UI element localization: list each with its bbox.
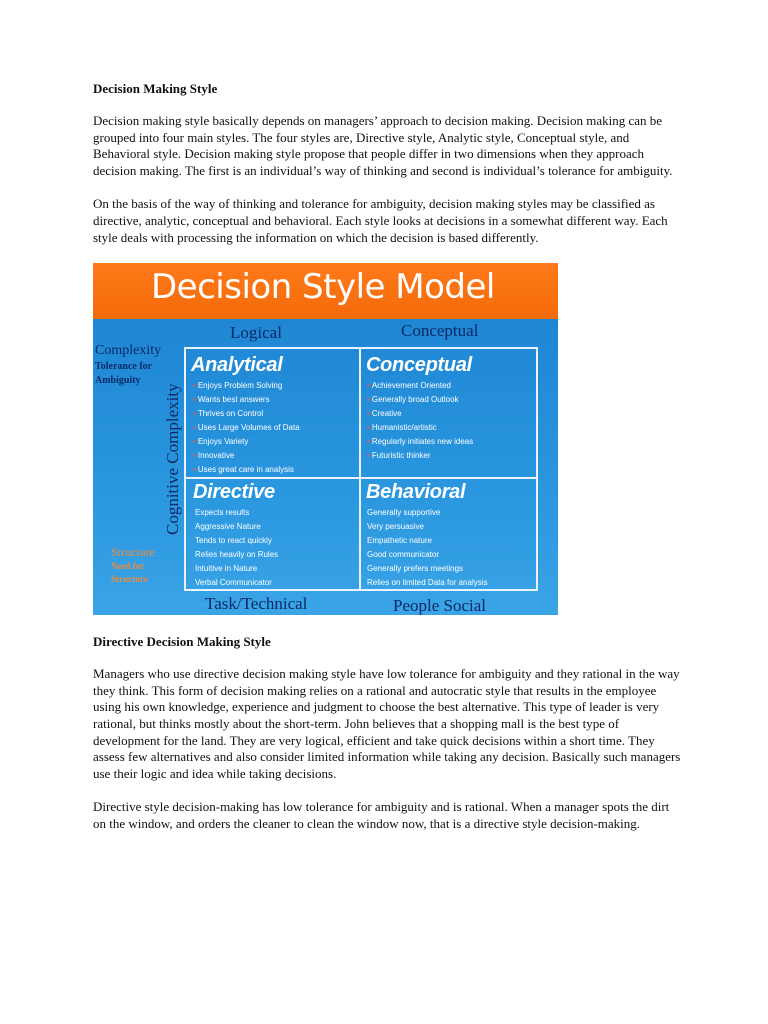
list-item: ▪ Wants best answers <box>193 393 300 407</box>
quadrant-title-directive: Directive <box>193 481 275 504</box>
list-item: Tends to react quickly <box>195 536 272 546</box>
paragraph-directive-1: Managers who use directive decision making style have low tolerance for ambiguity and they rational in the way they think. This form of decision making relies on a rational and autocratic style that results in the employee using his own knowledge, experience and judgment to choose the best alternative. This type of leader is very rational, but thinks mostly about the short-term. John believes that a shopping mall is the best type of development for the land. They are very logical, efficient and take quick decisions within a short time. They assess few alternatives and also consider limited information while taking any decision. Basically such managers use their logic and idea while taking decisions. <box>93 666 681 781</box>
figure-banner <box>93 263 558 319</box>
list-item: ▪ Achievement Oriented <box>367 379 473 393</box>
figure-title: Decision Style Model <box>151 267 495 308</box>
column-heading-conceptual: Conceptual <box>401 321 479 341</box>
side-label-structure-2: Structure <box>111 574 148 585</box>
list-item: Relies heavily on Rules <box>195 550 279 560</box>
axis-label-cognitive-complexity: Cognitive Complexity <box>163 383 182 536</box>
section-heading-decision-making-style: Decision Making Style <box>93 81 218 96</box>
list-item: ▪ Thrives on Control <box>193 407 300 421</box>
list-item: Relies on limited Data for analysis <box>367 578 488 588</box>
list-item: ▪ Uses great care in analysis <box>193 463 300 477</box>
quadrant-title-behavioral: Behavioral <box>366 481 466 504</box>
paragraph-intro: Decision making style basically depends on managers’ approach to decision making. Decision making can be grouped into four main styles. The four styles are, Directive style, Analytic style, Conceptual style, and Behavioral style. Decision making style propose that people differ in two dimensions when they approach decision making. The first is an individual’s way of thinking and second is individual’s tolerance for ambiguity. <box>93 113 673 178</box>
list-item: ▪ Enjoys Variety <box>193 435 300 449</box>
side-label-ambiguity: Ambiguity <box>95 375 141 387</box>
list-item: ▪ Innovative <box>193 449 300 463</box>
side-label-structure: Structure <box>111 545 155 560</box>
side-label-need-for: Need for <box>111 561 145 572</box>
quadrant-list-conceptual <box>367 379 473 463</box>
side-label-tolerance: Tolerance for <box>95 361 153 373</box>
section-heading-directive-style: Directive Decision Making Style <box>93 634 271 650</box>
list-item: Good communicator <box>367 550 440 560</box>
row-label-people-social: People Social <box>393 596 487 616</box>
list-item: Verbal Communicator <box>195 578 272 588</box>
grid-divider-vertical <box>359 347 361 591</box>
list-item: Empathetic nature <box>367 536 432 546</box>
document-page <box>93 80 683 850</box>
list-item: ▪ Enjoys Problem Solving <box>193 379 300 393</box>
paragraph-classification: On the basis of the way of thinking and tolerance for ambiguity, decision making styles may be classified as directive, analytic, conceptual and behavioral. Each style looks at decisions in a somewhat different way. Each style deals with processing the information on which the decision is based differently. <box>93 196 668 245</box>
quadrant-title-analytical: Analytical <box>191 354 283 377</box>
list-item: ▪ Futuristic thinker <box>367 449 473 463</box>
quadrant-list-behavioral <box>367 506 488 590</box>
decision-style-model-figure <box>93 263 558 615</box>
quadrant-list-directive <box>195 506 278 590</box>
list-item: ▪ Humanistic/artistic <box>367 421 473 435</box>
list-item: Very persuasive <box>367 522 424 532</box>
list-item: Intuitive in Nature <box>195 564 258 574</box>
list-item: Generally prefers meetings <box>367 564 464 574</box>
column-heading-logical: Logical <box>230 323 282 343</box>
side-label-complexity: Complexity <box>95 343 162 359</box>
list-item: ▪ Uses Large Volumes of Data <box>193 421 300 435</box>
list-item: ▪ Generally broad Outlook <box>367 393 473 407</box>
list-item: Aggressive Nature <box>195 522 261 532</box>
list-item: Generally supportive <box>367 508 441 518</box>
quadrant-title-conceptual: Conceptual <box>366 354 472 377</box>
list-item: ▪ Creative <box>367 407 473 421</box>
list-item: Expects results <box>195 508 250 518</box>
quadrant-list-analytical <box>193 379 300 477</box>
list-item: ▪ Regularly initiates new ideas <box>367 435 473 449</box>
row-label-task-technical: Task/Technical <box>205 594 308 614</box>
grid-divider-horizontal <box>184 477 538 479</box>
paragraph-directive-2: Directive style decision-making has low tolerance for ambiguity and is rational. When a manager spots the dirt on the window, and orders the cleaner to clean the window now, that is a directive style decision-making. <box>93 799 670 831</box>
